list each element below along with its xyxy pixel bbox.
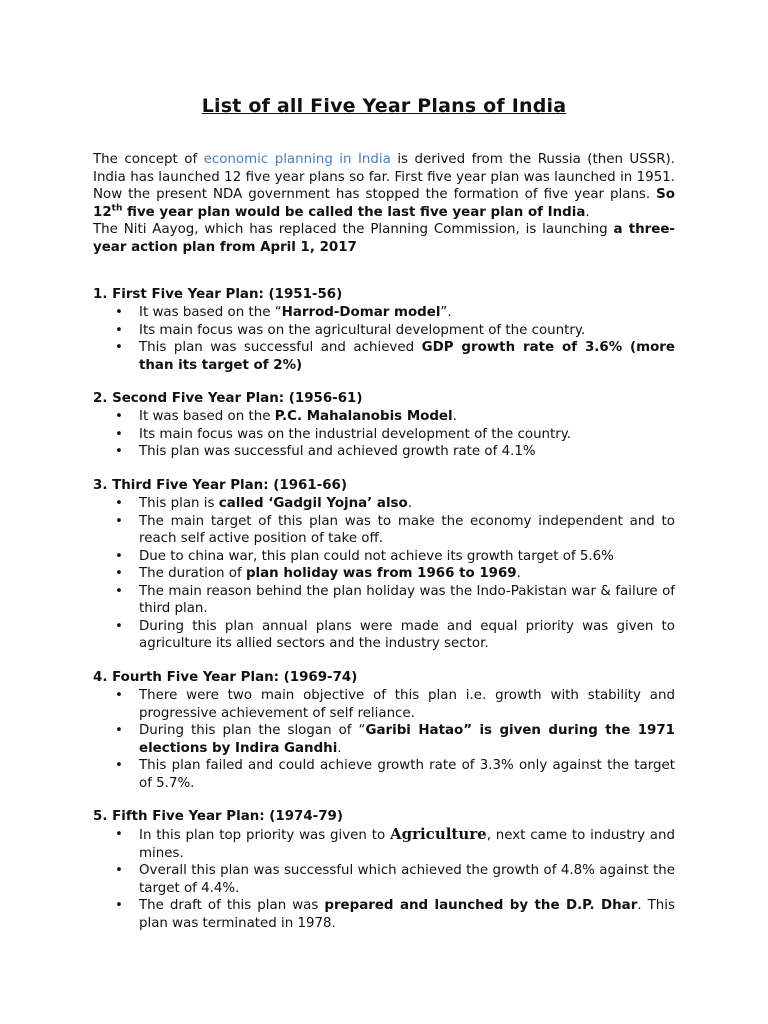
bullet-icon: • — [115, 340, 123, 355]
plan-bullet-item — [93, 495, 675, 513]
plan-heading-number: 2. — [93, 391, 108, 406]
bullet-text: . — [452, 409, 457, 424]
bullet-icon: • — [115, 827, 123, 842]
plan-bullet-item — [93, 304, 675, 322]
bullet-icon: • — [115, 322, 123, 338]
plan-bullet-item — [93, 757, 675, 792]
bullet-icon: • — [115, 618, 123, 634]
bullet-bold-text: called ‘Gadgil Yojna’ also — [218, 496, 408, 511]
bullet-text: This plan was successful and achieved growth rate of 4.1% — [139, 444, 536, 459]
bullet-bold-text: GDP growth rate of 3.6% (more than its target of 2%) — [139, 340, 675, 373]
bullet-icon: • — [115, 583, 123, 599]
bullet-icon: • — [115, 898, 123, 913]
plan-bullet-list — [93, 304, 675, 374]
bullet-text: Its main focus was on the industrial development of the country. — [139, 426, 572, 442]
bullet-icon: • — [115, 305, 123, 320]
bullet-text: This plan failed and could achieve growth rate of 3.3% only against the target of 5.7%. — [139, 758, 675, 791]
plan-bullet-list — [93, 408, 675, 461]
bullet-text: The main target of this plan was to make the economy independent and to reach self active position of take off. — [139, 513, 675, 546]
bullet-text: , next came to industry and mines. — [139, 828, 675, 861]
bullet-icon: • — [115, 496, 123, 511]
bullet-text: It was based on the — [139, 409, 275, 424]
plan-heading-name: Fourth Five Year Plan — [112, 670, 274, 685]
plan-heading-number: 3. — [93, 478, 108, 493]
bullet-text: Due to china war, this plan could not achieve its growth target of 5.6% — [139, 548, 614, 564]
bullet-text: Its main focus was on the agricultural development of the country. — [139, 322, 586, 338]
bullet-icon: • — [115, 566, 123, 581]
plan-bullet-item — [93, 565, 675, 583]
plan-bullet-item — [93, 897, 675, 932]
bullet-bold-text: Garibi Hatao” is given during the 1971 elections by Indira Gandhi — [139, 723, 675, 756]
intro-bold-run: five year plan would be called the last five year plan of India — [122, 204, 586, 220]
bullet-icon: • — [115, 758, 123, 773]
plan-section — [93, 477, 675, 653]
bullet-bold-text: plan holiday was from 1966 to 1969 — [245, 566, 517, 581]
plan-bullet-item — [93, 408, 675, 426]
bullet-bold-text: P.C. Mahalanobis Model — [274, 409, 453, 424]
plan-bullet-item — [93, 826, 675, 862]
plan-heading-years: : (1969-74) — [273, 670, 358, 685]
bullet-text: . — [337, 740, 342, 756]
bullet-icon: • — [115, 863, 123, 878]
bullet-text: The duration of — [139, 566, 246, 581]
intro-bold-run: a three-year action plan from April 1, 2017 — [93, 222, 675, 255]
bullet-icon: • — [115, 723, 123, 738]
plan-heading-years: : (1961-66) — [263, 478, 347, 493]
bullet-icon: • — [115, 548, 123, 564]
plan-bullet-item — [93, 443, 675, 461]
bullet-text: This plan was successful and achieved — [139, 340, 422, 355]
plan-heading-number: 4. — [93, 670, 108, 685]
plan-bullet-item — [93, 687, 675, 722]
plan-heading-years: : (1974-79) — [259, 809, 343, 824]
intro-bold-run: So 12 — [93, 187, 675, 220]
plan-heading-name: First Five Year Plan — [112, 287, 259, 302]
bullet-text: . This plan was terminated in 1978. — [139, 898, 675, 931]
plan-bullet-item — [93, 548, 675, 566]
bullet-text: During this plan annual plans were made and equal priority was given to agriculture its allied sectors and the industry sector. — [139, 618, 675, 651]
plan-bullet-item — [93, 722, 675, 757]
plan-heading — [93, 808, 675, 826]
intro-text-run: The Niti Aayog, which has replaced the Planning Commission, is launching — [93, 222, 614, 237]
bullet-bold-text: Harrod-Domar model — [281, 305, 441, 320]
plan-bullet-item — [93, 513, 675, 548]
plan-bullet-item — [93, 426, 675, 444]
plan-bullet-item — [93, 322, 675, 340]
plan-bullet-list — [93, 495, 675, 653]
plan-bullet-item — [93, 862, 675, 897]
plan-bullet-list — [93, 826, 675, 932]
intro-text-run: . — [585, 204, 590, 220]
plan-section — [93, 669, 675, 792]
bullet-icon: • — [115, 444, 123, 459]
plan-heading-years: : (1956-61) — [278, 391, 363, 406]
bullet-text: In this plan top priority was given to — [139, 828, 390, 843]
plan-heading-number: 5. — [93, 809, 108, 824]
intro-text-run: is derived from the Russia (then USSR). India has launched 12 five year plans so far. First five year plan was launched in 1951. Now the present NDA government has stopped the formation of five year plans. — [93, 152, 675, 202]
bullet-text: Overall this plan was successful which achieved the growth of 4.8% against the target of 4.4%. — [139, 863, 675, 896]
intro-paragraph-1 — [93, 151, 675, 221]
intro-text — [93, 151, 675, 256]
bullet-text: During this plan the slogan of “ — [139, 723, 366, 738]
intro-paragraph-2 — [93, 221, 675, 256]
plan-bullet-item — [93, 618, 675, 653]
bullet-bold-text: prepared and launched by the D.P. Dhar — [324, 898, 638, 913]
plan-heading — [93, 477, 675, 495]
plan-heading-number: 1. — [93, 287, 108, 302]
bullet-text: There were two main objective of this plan i.e. growth with stability and progressive achievement of self reliance. — [139, 688, 675, 721]
page-title: List of all Five Year Plans of India — [201, 95, 567, 117]
plan-heading — [93, 286, 675, 304]
bullet-icon: • — [115, 513, 123, 529]
plan-bullet-list — [93, 687, 675, 792]
plan-section — [93, 808, 675, 932]
plan-heading — [93, 669, 675, 687]
ordinal-superscript: th — [111, 203, 123, 214]
bullet-icon: • — [115, 426, 123, 442]
bullet-icon: • — [115, 688, 123, 703]
bullet-bold-text: Agriculture — [389, 825, 487, 843]
bullet-text: The draft of this plan was — [139, 898, 325, 913]
bullet-text: ”. — [440, 305, 452, 320]
plan-section — [93, 286, 675, 374]
plan-heading-name: Fifth Five Year Plan — [112, 809, 260, 824]
plan-heading-name: Third Five Year Plan — [112, 478, 264, 493]
bullet-text: . — [407, 496, 412, 511]
bullet-text: This plan is — [139, 496, 219, 511]
plan-section — [93, 390, 675, 461]
plan-bullet-item — [93, 339, 675, 374]
bullet-icon: • — [115, 409, 123, 424]
plan-heading-years: : (1951-56) — [258, 287, 343, 302]
bullet-text: . — [516, 566, 521, 581]
plan-bullet-item — [93, 583, 675, 618]
bullet-text: It was based on the “ — [139, 305, 282, 320]
economic-planning-link[interactable]: economic planning in India — [203, 152, 391, 167]
bullet-text: The main reason behind the plan holiday was the Indo-Pakistan war & failure of third plan. — [139, 583, 675, 616]
plan-heading — [93, 390, 675, 408]
plan-heading-name: Second Five Year Plan — [112, 391, 279, 406]
intro-text-run: The concept of — [93, 152, 204, 167]
